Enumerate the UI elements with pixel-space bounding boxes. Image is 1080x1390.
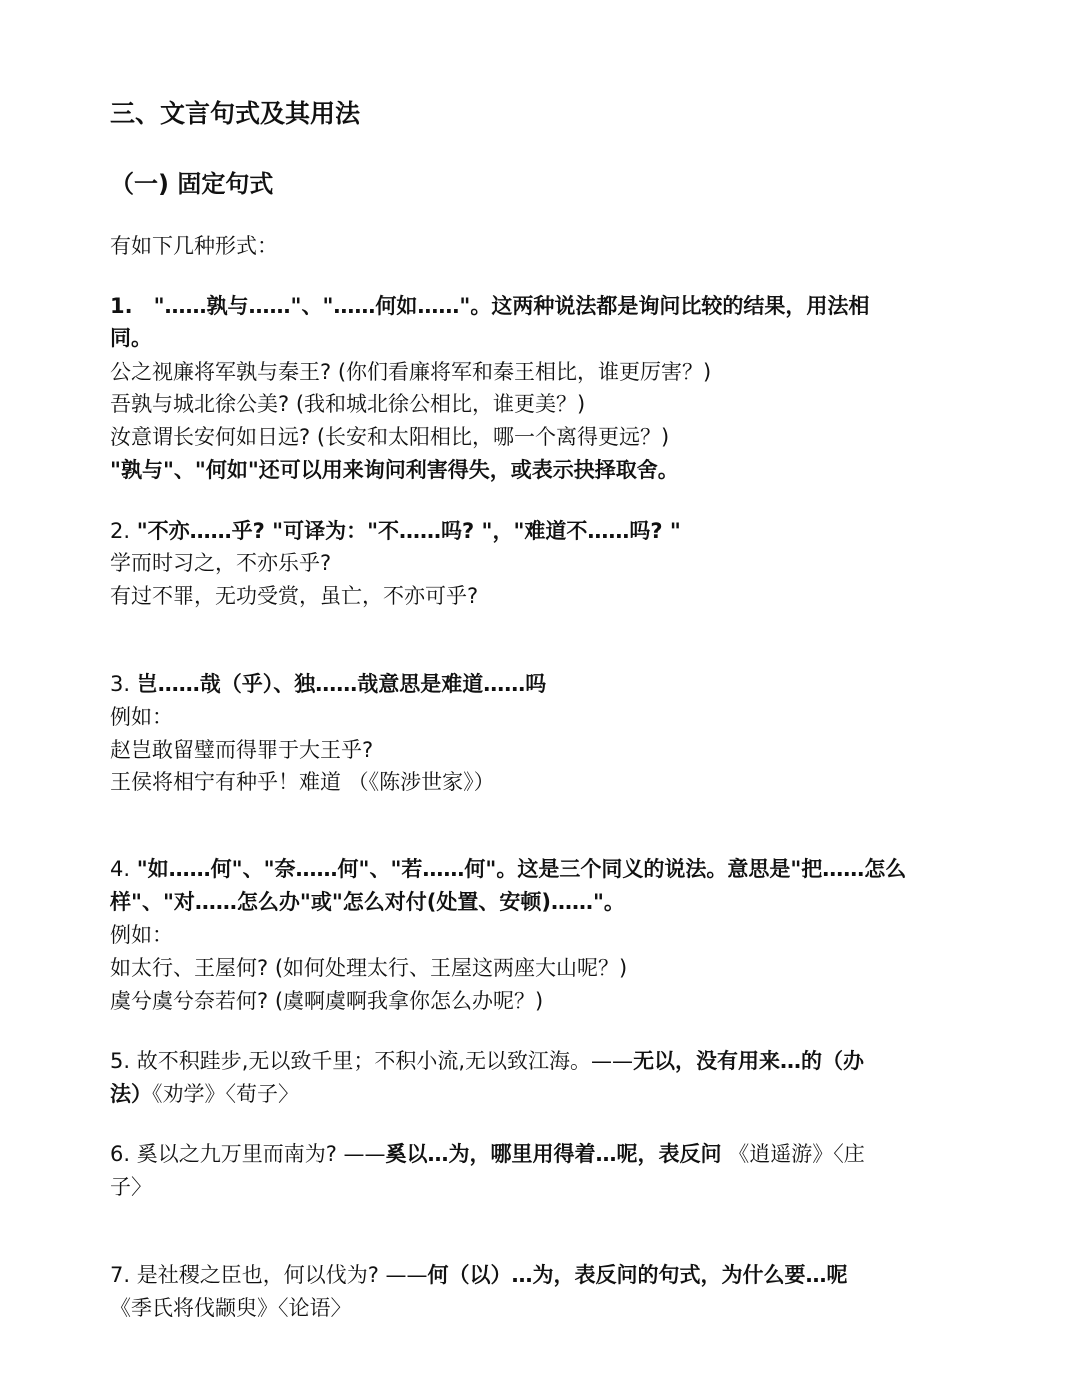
item5-line2 <box>110 1078 299 1110</box>
item1-example-1: 公之视廉将军孰与秦王? (你们看廉将军和秦王相比，谁更厉害？) <box>110 360 712 384</box>
item2-example-2: 有过不罪，无功受赏，虽亡，不亦可乎? <box>110 584 479 608</box>
item4-example-2: 虞兮虞兮奈若何? (虞啊虞啊我拿你怎么办呢？) <box>110 989 544 1013</box>
subsection-title: （一) 固定句式 <box>110 170 274 198</box>
item5-explanation: 无以，没有用来…的（办 <box>633 1049 865 1073</box>
item3-heading <box>110 668 546 700</box>
item2-heading <box>110 515 681 547</box>
item3-label: 例如： <box>110 705 173 729</box>
item5-line1 <box>110 1045 864 1077</box>
section-title: 三、文言句式及其用法 <box>110 99 361 128</box>
item4-label: 例如： <box>110 923 173 947</box>
item6-line2: 子〉 <box>110 1175 152 1199</box>
item2-example-1: 学而时习之，不亦乐乎? <box>110 551 332 575</box>
item4-number: 4. <box>110 857 137 881</box>
item6-explanation: 奚以…为，哪里用得着…呢，表反问 <box>385 1142 722 1166</box>
item7-text: 7. 是社稷之臣也，何以伐为? —— <box>110 1263 428 1287</box>
item2-heading-text: "不亦……乎? "可译为："不……吗? "，"难道不……吗? " <box>136 519 681 543</box>
item3-example-1: 赵岂敢留璧而得罪于大王乎? <box>110 738 374 762</box>
item1-heading-line2: 同。 <box>110 326 152 350</box>
item1-heading-line1: 1. "……孰与……"、"……何如……"。这两种说法都是询问比较的结果，用法相 <box>110 294 870 318</box>
item4-heading-line1 <box>110 853 906 885</box>
item5-text: 5. 故不积跬步,无以致千里；不积小流,无以致江海。—— <box>110 1049 634 1073</box>
item6-source: 《逍遥游》〈庄 <box>721 1142 865 1166</box>
item7-line1 <box>110 1259 848 1291</box>
item4-heading-text: "如……何"、"奈……何"、"若……何"。这是三个同义的说法。意思是"把……怎么 <box>136 857 907 881</box>
item3-example-2: 王侯将相宁有种乎！难道 （《陈涉世家》） <box>110 770 495 794</box>
item6-text: 6. 奚以之九万里而南为? —— <box>110 1142 386 1166</box>
intro-text: 有如下几种形式： <box>110 234 278 258</box>
item5-explanation-cont: 法） <box>110 1082 152 1106</box>
item1-example-3: 汝意谓长安何如日远? (长安和太阳相比，哪一个离得更远？) <box>110 425 670 449</box>
item1-example-2: 吾孰与城北徐公美? (我和城北徐公相比，谁更美？) <box>110 392 586 416</box>
item6-line1 <box>110 1138 865 1170</box>
item3-heading-text: 岂……哉（乎）、独……哉意思是难道……吗 <box>136 672 547 696</box>
item4-example-1: 如太行、王屋何? (如何处理太行、王屋这两座大山呢？) <box>110 956 628 980</box>
item3-number: 3. <box>110 672 137 696</box>
item2-number: 2. <box>110 519 137 543</box>
item1-note: "孰与"、"何如"还可以用来询问利害得失，或表示抉择取舍。 <box>110 458 679 482</box>
item4-heading-line2: 样"、"对……怎么办"或"怎么对付(处置、安顿)……"。 <box>110 890 625 914</box>
item7-explanation: 何（以）…为，表反问的句式，为什么要…呢 <box>427 1263 848 1287</box>
item7-source: 《季氏将伐颛臾》〈论语〉 <box>110 1296 352 1320</box>
item5-source: 《劝学》〈荀子〉 <box>152 1082 299 1106</box>
